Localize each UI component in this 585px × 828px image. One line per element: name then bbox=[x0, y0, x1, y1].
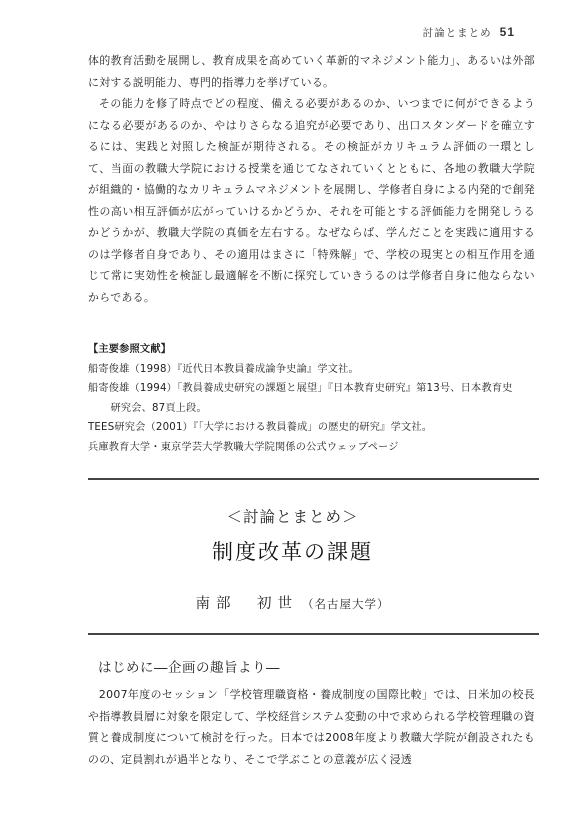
paragraph: その能力を修了時点でどの程度、備える必要があるのか、いつまでに何ができるようになる必要があるのか、やはりさらなる追究が必要であり、出口スタンダードを確立するには、実践と対照した検証が期待される。その検証がカリキュラム評価の一環として、当面の教職大学院における授業を通じてなされていくとともに、各地の教職大学院が組織的・協働的なカリキュラムマネジメントを展開し、学修者自身による内発的で創発性の高い相互評価が広がっていけるかどうか、それを可能とする評価能力を開発しうるかどうかが、教職大学院の真価を左右する。なぜならば、学んだことを実践に適用するのは学修者自身であり、その適用はまさに「特殊解」で、学校の現実との相互作用を通じて常に実効性を検証し最適解を不断に探究していきうるのは学修者自身に他ならないからである。 bbox=[88, 97, 535, 304]
page-number: 51 bbox=[499, 25, 515, 39]
intro-section bbox=[88, 684, 535, 770]
references-heading: 【主要参照文献】 bbox=[88, 344, 172, 355]
author-name: 南部 初世 bbox=[195, 596, 298, 612]
top-section bbox=[88, 50, 535, 308]
running-head-title: 討論とまとめ bbox=[422, 27, 492, 39]
divider-top bbox=[88, 478, 539, 480]
reference-item: 船寄俊雄（1994）「教員養成史研究の課題と展望」『日本教育史研究』第13号、日本教育史 bbox=[88, 383, 513, 394]
reference-item: 兵庫教育大学・東京学芸大学教職大学院関係の公式ウェッブページ bbox=[88, 441, 399, 453]
article-title: 制度改革の課題 bbox=[212, 540, 373, 564]
reference-item-continuation: 研究会、87頁上段。 bbox=[110, 402, 207, 414]
author-affiliation: （名古屋大学） bbox=[302, 597, 390, 611]
running-head bbox=[423, 25, 515, 40]
references bbox=[88, 340, 538, 457]
divider-bottom bbox=[88, 633, 539, 635]
author-line bbox=[0, 592, 585, 613]
reference-item: TEES研究会（2001）『「大学における教員養成」の歴史的研究』学文社。 bbox=[88, 422, 433, 433]
reference-item: 船寄俊雄（1998）『近代日本教員養成論争史論』学文社。 bbox=[88, 363, 359, 375]
section-heading: はじめに―企画の趣旨より― bbox=[98, 660, 280, 676]
paragraph: 体的教育活動を展開し、教育成果を高めていく革新的マネジメント能力」、あるいは外部に対する説明能力、専門的指導力を挙げている。 bbox=[88, 54, 535, 89]
article-kicker: ＜討論とまとめ＞ bbox=[226, 508, 359, 526]
paragraph: 2007年度のセッション「学校管理職資格・養成制度の国際比較」では、日米加の校長や指導教員層に対象を限定して、学校経営システム変動の中で求められる学校管理職の資質と養成制度について検討を行った。日本では2008年度より教職大学院が創設されたものの、定員割れが過半となり、そこで学ぶことの意義が広く浸透 bbox=[88, 688, 535, 766]
